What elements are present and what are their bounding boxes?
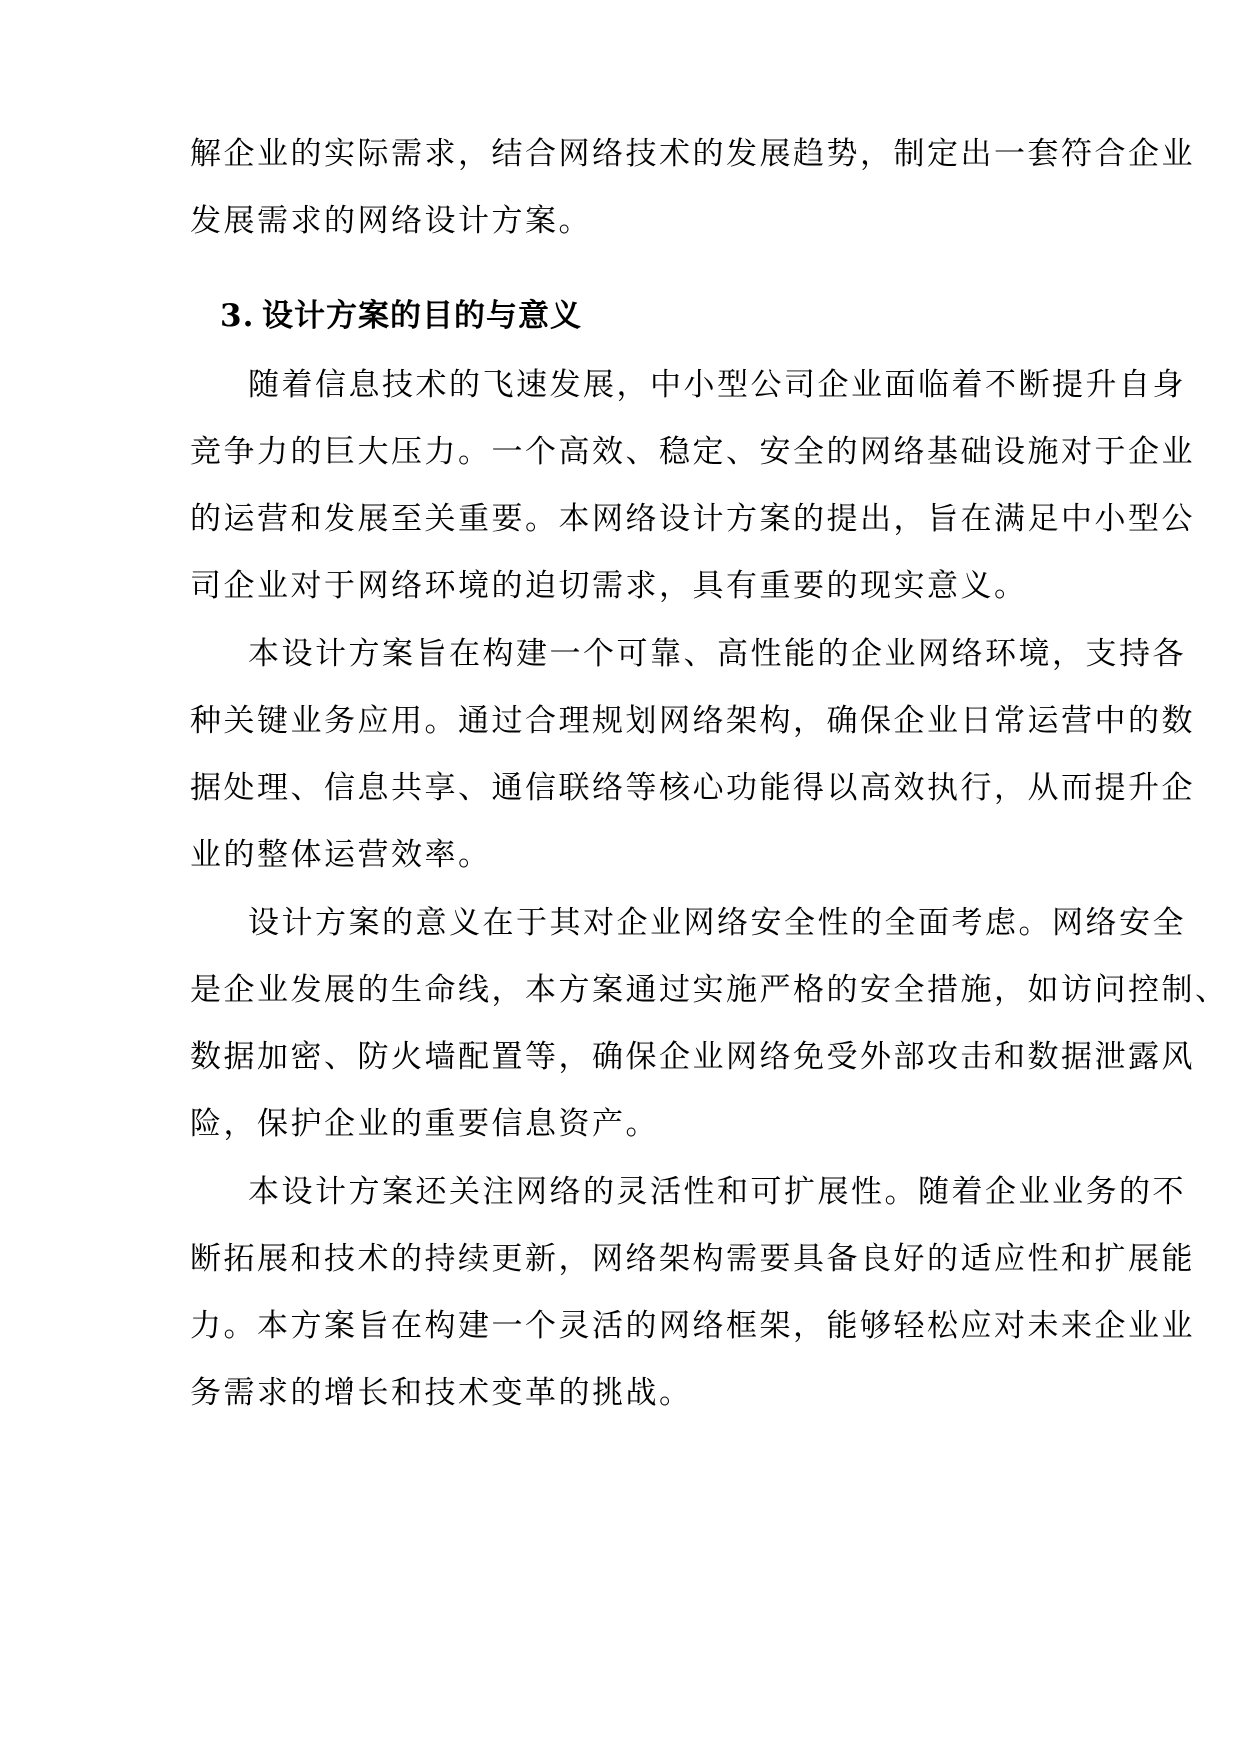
paragraph-line: 是企业发展的生命线，本方案通过实施严格的安全措施，如访问控制、 xyxy=(190,972,1229,1008)
section-title: 设计方案的目的与意义 xyxy=(262,298,582,334)
paragraph-line: 的运营和发展至关重要。本网络设计方案的提出，旨在满足中小型公 xyxy=(190,501,1195,537)
paragraph-line: 务需求的增长和技术变革的挑战。 xyxy=(190,1375,693,1411)
paragraph-line: 竞争力的巨大压力。一个高效、稳定、安全的网络基础设施对于企业 xyxy=(190,434,1195,470)
paragraph-line: 据处理、信息共享、通信联络等核心功能得以高效执行，从而提升企 xyxy=(190,770,1195,806)
paragraph-line: 随着信息技术的飞速发展，中小型公司企业面临着不断提升自身 xyxy=(248,367,1186,403)
paragraph-line: 司企业对于网络环境的迫切需求，具有重要的现实意义。 xyxy=(190,568,1028,604)
paragraph-line: 力。本方案旨在构建一个灵活的网络框架，能够轻松应对未来企业业 xyxy=(190,1308,1195,1344)
paragraph-line: 种关键业务应用。通过合理规划网络架构，确保企业日常运营中的数 xyxy=(190,703,1195,739)
paragraph-line: 断拓展和技术的持续更新，网络架构需要具备良好的适应性和扩展能 xyxy=(190,1241,1195,1277)
intro-line: 解企业的实际需求，结合网络技术的发展趋势，制定出一套符合企业 xyxy=(190,136,1195,172)
intro-line: 发展需求的网络设计方案。 xyxy=(190,203,592,239)
section-number: 3. xyxy=(220,298,255,334)
section-heading xyxy=(0,296,1241,336)
paragraph-line: 业的整体运营效率。 xyxy=(190,837,492,873)
paragraph-line: 本设计方案旨在构建一个可靠、高性能的企业网络环境，支持各 xyxy=(248,636,1186,672)
paragraph-line: 本设计方案还关注网络的灵活性和可扩展性。随着企业业务的不 xyxy=(248,1174,1186,1210)
paragraph-line: 设计方案的意义在于其对企业网络安全性的全面考虑。网络安全 xyxy=(248,905,1186,941)
paragraph-line: 数据加密、防火墙配置等，确保企业网络免受外部攻击和数据泄露风 xyxy=(190,1039,1195,1075)
paragraph-line: 险，保护企业的重要信息资产。 xyxy=(190,1106,659,1142)
